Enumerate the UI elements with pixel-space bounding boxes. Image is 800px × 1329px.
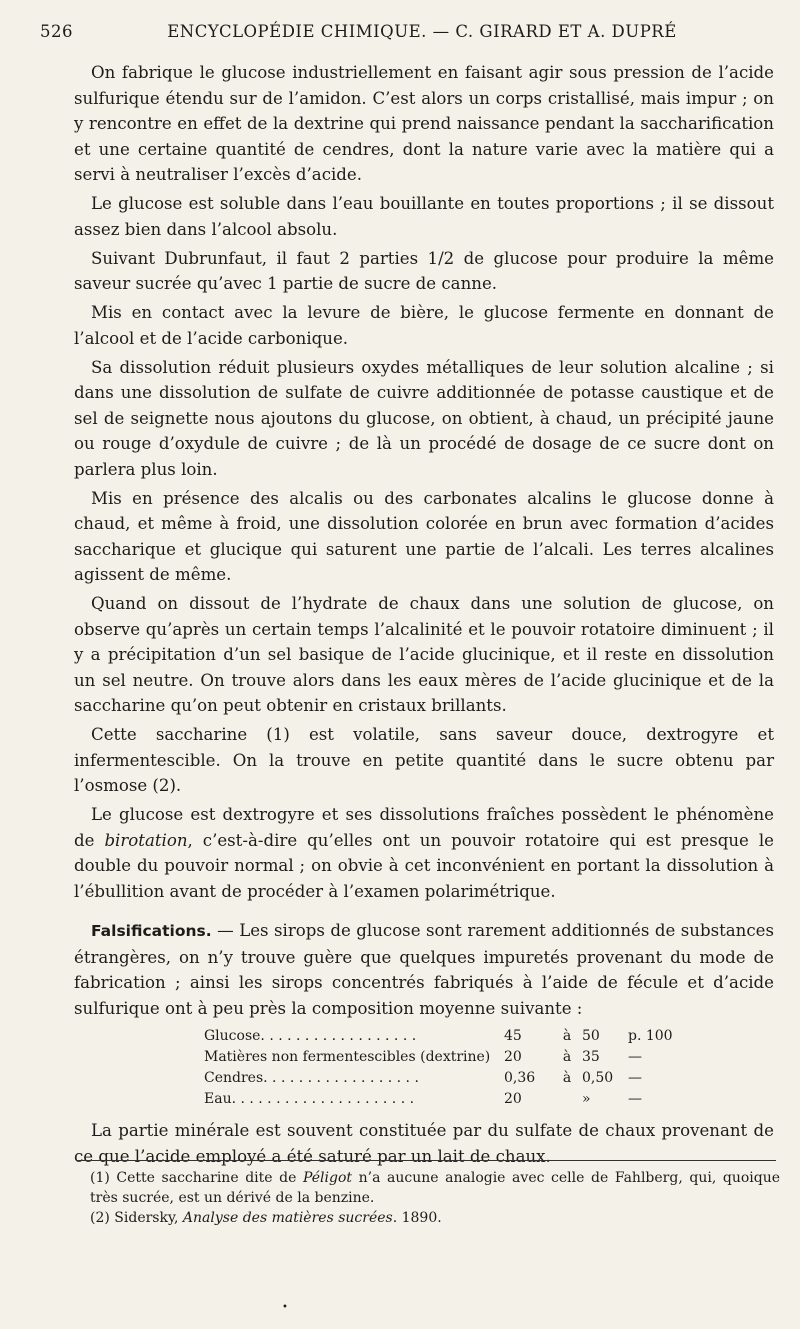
- paragraph-birotation: Le glucose est dextrogyre et ses dissolutions fraîches possèdent le phénomène de birotation, c’est-à-dire qu’elles ont un pouvoir rotatoire qui est presque le double du pouvoir normal ; on obvie à cet inconvénient en portant la dissolution à l’ébullition avant de procéder à l’examen polarimétrique.: [74, 805, 774, 901]
- paragraph-alkalis: Mis en présence des alcalis ou des carbonates alcalins le glucose donne à chaud, et même à froid, une dissolution colorée en brun avec formation d’acides saccharique et glucique qui saturent une partie de l’alcali. Les terres alcalines agissent de même.: [74, 488, 774, 584]
- running-title: ENCYCLOPÉDIE CHIMIQUE. — C. GIRARD ET A. DUPRÉ: [167, 22, 677, 41]
- paragraph-lime-hydrate: Quand on dissout de l’hydrate de chaux dans une solution de glucose, on observe qu’après un certain temps l’alcalinité et le pouvoir rotatoire diminuent ; il y a précipitation d’un sel basique de l’acide glucinique, et il reste en dissolution un sel neutre. On trouve alors dans les eaux mères de l’acide glucinique et de la saccharine qu’on peut obtenir en cristaux brillants.: [74, 594, 774, 715]
- footnotes: [90, 1168, 780, 1228]
- footnote-1: (1) Cette saccharine dite de Péligot n’a aucune analogie avec celle de Fahlberg, qui, quoique très sucrée, est un dérivé de la benzine.: [90, 1170, 781, 1206]
- birotation-term: birotation: [104, 830, 188, 850]
- paragraph-sweetness: Suivant Dubrunfaut, il faut 2 parties 1/2 de glucose pour produire la même saveur sucrée qu’avec 1 partie de sucre de canne.: [74, 248, 774, 293]
- paragraph-falsifications: Falsifications. — Les sirops de glucose sont rarement additionnés de substances étrangères, on n’y trouve guère que quelques impuretés provenant du mode de fabrication ; ainsi les sirops concentrés fabriqués à l’aide de fécule et d’acide sulfurique ont à peu près la composition moyenne suivante :: [74, 921, 774, 1018]
- footnote-2: (2) Sidersky, Analyse des matières sucrées. 1890.: [90, 1210, 442, 1226]
- table-row: Glucose. . . . . . . . . . . . . . . . . . 45 à 50 p. 100: [204, 1028, 673, 1044]
- paragraph-fermentation: Mis en contact avec la levure de bière, le glucose fermente en donnant de l’alcool et de l’acide carbonique.: [74, 303, 774, 348]
- composition-table: [204, 1026, 684, 1110]
- page-number: 526: [40, 22, 73, 41]
- paragraph-industrial-production: On fabrique le glucose industriellement en faisant agir sous pression de l’acide sulfurique étendu sur de l’amidon. C’est alors un corps cristallisé, mais impur ; on y rencontre en effet de la dextrine qui prend naissance pendant la saccharification et une certaine quantité de cendres, dont la nature varie avec la matière qui a servi à neutraliser l’excès d’acide.: [74, 63, 774, 184]
- main-text: [74, 60, 774, 1173]
- paragraph-solubility: Le glucose est soluble dans l’eau bouillante en toutes proportions ; il se dissout assez bien dans l’alcool absolu.: [74, 194, 774, 239]
- table-row: Matières non fermentescibles (dextrine) 20 à 35 —: [204, 1049, 642, 1065]
- print-speck: •: [282, 1302, 288, 1313]
- table-row: Eau. . . . . . . . . . . . . . . . . . . . . 20 » —: [204, 1091, 642, 1107]
- table-row: Cendres. . . . . . . . . . . . . . . . . . 0,36 à 0,50 —: [204, 1070, 642, 1086]
- section-heading-falsifications: Falsifications.: [91, 922, 212, 940]
- running-header: [40, 22, 772, 41]
- paragraph-mineral-part: La partie minérale est souvent constituée par du sulfate de chaux provenant de ce que l’acide employé a été saturé par un lait de chaux.: [74, 1121, 774, 1166]
- footnote-divider: [76, 1160, 776, 1161]
- paragraph-reduction: Sa dissolution réduit plusieurs oxydes métalliques de leur solution alcaline ; si dans une dissolution de sulfate de cuivre additionnée de potasse caustique et de sel de seignette nous ajoutons du glucose, on obtient, à chaud, un précipité jaune ou rouge d’oxydule de cuivre ; de là un procédé de dosage de ce sucre dont on parlera plus loin.: [74, 357, 774, 479]
- paragraph-saccharine: Cette saccharine (1) est volatile, sans saveur douce, dextrogyre et infermentescible. On la trouve en petite quantité dans le sucre obtenu par l’osmose (2).: [74, 725, 774, 795]
